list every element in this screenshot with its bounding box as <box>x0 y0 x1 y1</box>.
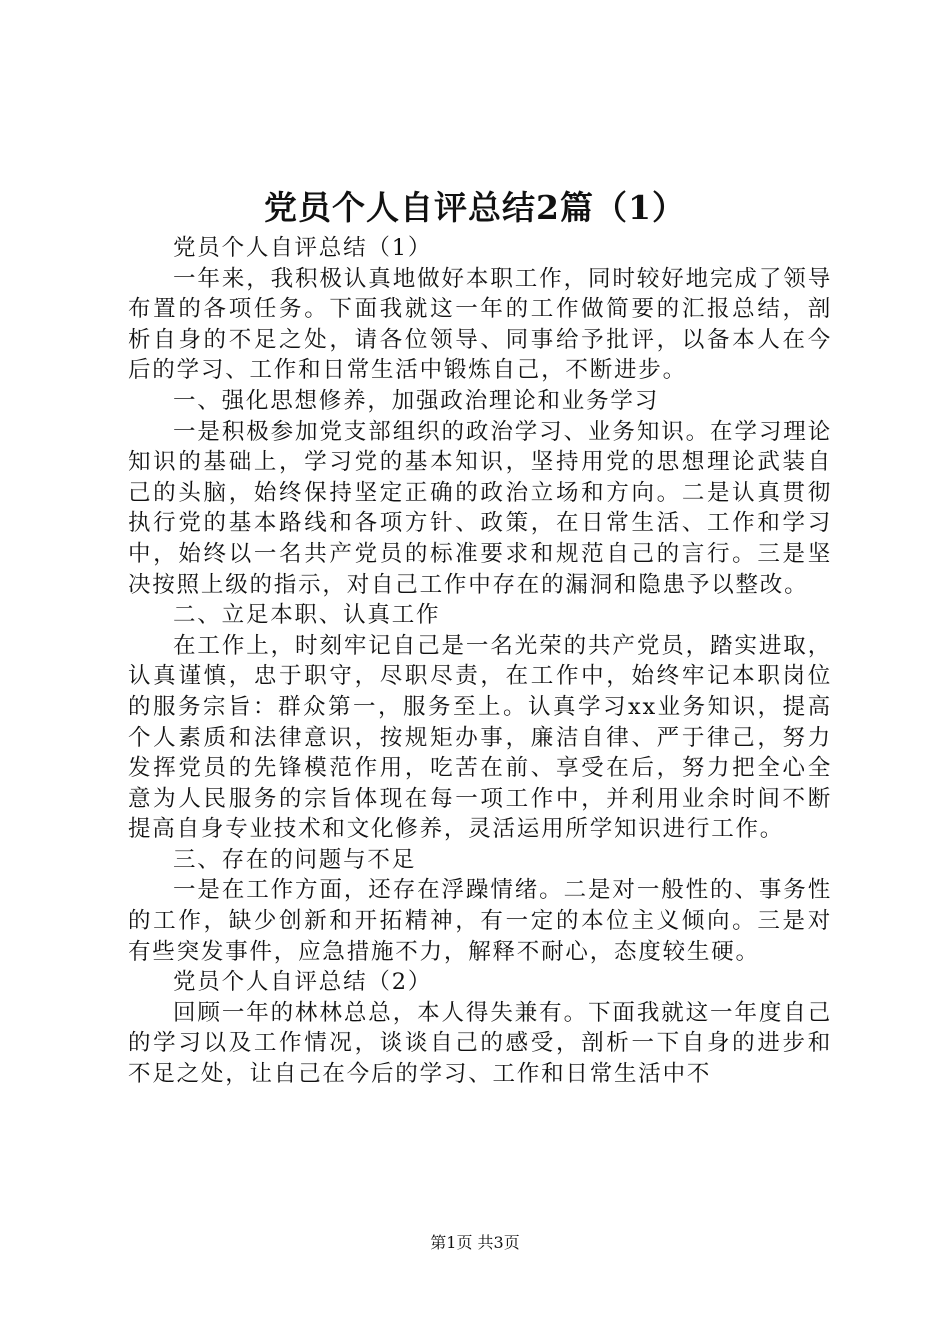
document-title: 党员个人自评总结2篇（1） <box>264 188 686 227</box>
body-paragraph: 一是积极参加党支部组织的政治学习、业务知识。在学习理论知识的基础上，学习党的基本知识，坚持用党的思想理论武装自己的头脑，始终保持坚定正确的政治立场和方向。二是认真贯彻执行党的基本路线和各项方针、政策，在日常生活、工作和学习中，始终以一名共产党员的标准要求和规范自己的言行。三是坚决按照上级的指示，对自己工作中存在的漏洞和隐患予以整改。 <box>128 418 832 598</box>
section-heading: 党员个人自评总结（1） <box>173 235 433 261</box>
section-heading: 一、强化思想修养，加强政治理论和业务学习 <box>173 387 660 414</box>
body-paragraph: 回顾一年的林林总总，本人得失兼有。下面我就这一年度自己的学习以及工作情况，谈谈自己的感受，剖析一下自身的进步和不足之处，让自己在今后的学习、工作和日常生活中不 <box>128 999 832 1088</box>
body-paragraph: 一是在工作方面，还存在浮躁情绪。二是对一般性的、事务性的工作，缺少创新和开拓精神，有一定的本位主义倾向。三是对有些突发事件，应急措施不力，解释不耐心，态度较生硬。 <box>128 877 832 965</box>
page-number-footer: 第1页 共3页 <box>430 1233 520 1252</box>
body-paragraph: 一年来，我积极认真地做好本职工作，同时较好地完成了领导布置的各项任务。下面我就这一年的工作做简要的汇报总结，剖析自身的不足之处，请各位领导、同事给予批评，以备本人在今后的学习、工作和日常生活中锻炼自己，不断进步。 <box>128 265 832 384</box>
section-heading: 二、立足本职、认真工作 <box>173 602 441 629</box>
section-heading: 三、存在的问题与不足 <box>173 846 417 873</box>
body-paragraph: 在工作上，时刻牢记自己是一名光荣的共产党员，踏实进取，认真谨慎，忠于职守，尽职尽责，在工作中，始终牢记本职岗位的服务宗旨：群众第一，服务至上。认真学习xx业务知识，提高个人素质和法律意识，按规矩办事，廉洁自律、严于律己，努力发挥党员的先锋模范作用，吃苦在前、享受在后，努力把全心全意为人民服务的宗旨体现在每一项工作中，并利用业余时间不断提高自身专业技术和文化修养，灵活运用所学知识进行工作。 <box>128 632 832 843</box>
section-heading: 党员个人自评总结（2） <box>173 969 433 996</box>
document-body <box>128 233 832 1090</box>
